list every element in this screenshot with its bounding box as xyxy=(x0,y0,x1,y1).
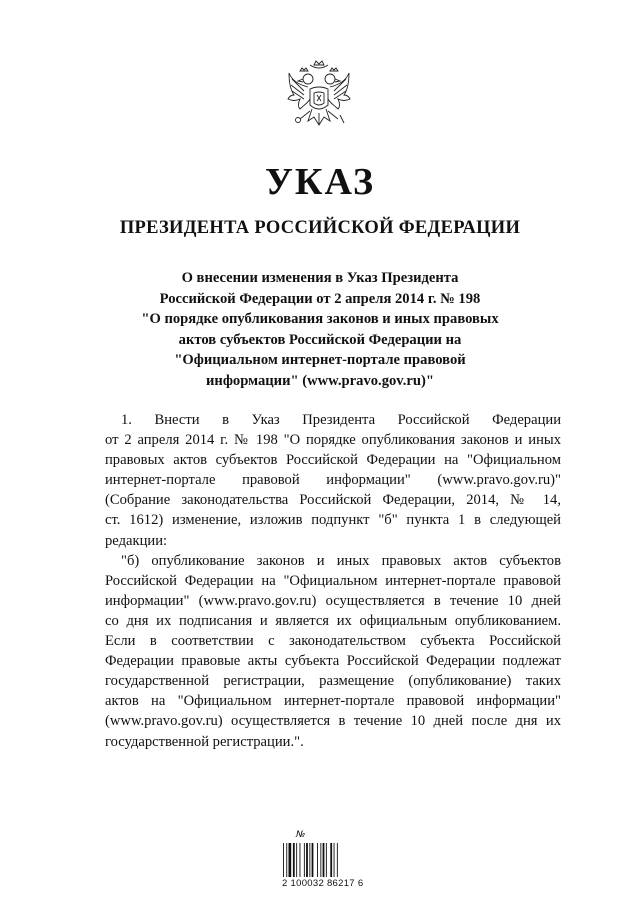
barcode-bar xyxy=(326,843,327,877)
barcode-bar xyxy=(330,843,332,877)
coat-of-arms-icon xyxy=(286,59,352,139)
heading-line: "О порядке опубликования законов и иных правовых xyxy=(141,311,499,327)
body-line: государственной регистрации, размещение (опубликование) таких xyxy=(105,673,561,690)
barcode-stamp xyxy=(282,830,362,892)
body-line: правовых актов субъектов Российской Федерации на "Официальном xyxy=(105,452,561,469)
body-line: 1. Внести в Указ Президента Российской Федерации xyxy=(121,412,561,428)
barcode-bar xyxy=(289,843,292,877)
barcode-bar xyxy=(300,843,301,877)
document-title: УКАЗ xyxy=(265,161,375,203)
barcode-bar xyxy=(306,843,308,877)
body-line: редакции: xyxy=(105,532,168,549)
body-line: актов на "Официальном интернет-портале правовой информации" xyxy=(105,693,561,710)
decree-body xyxy=(105,410,561,752)
barcode-bar xyxy=(296,843,297,877)
heading-line: Российской Федерации от 2 апреля 2014 г. № 198 xyxy=(159,290,481,307)
body-line: ст. 1612) изменение, изложив подпункт "б" пункта 1 в следующей xyxy=(105,512,561,529)
body-line: "б) опубликование законов и иных правовых актов субъектов xyxy=(121,552,561,569)
heading-line: О внесении изменения в Указ Президента xyxy=(181,270,459,286)
barcode-bar xyxy=(286,843,287,877)
stamp-mark: № xyxy=(296,830,306,840)
barcode-bar xyxy=(317,843,318,877)
body-line: интернет-портале правовой информации" (www.pravo.gov.ru)" xyxy=(105,472,561,489)
heading-line: актов субъектов Российской Федерации на xyxy=(178,331,462,348)
barcode-bar xyxy=(323,843,325,877)
barcode-bar xyxy=(320,843,321,877)
heading-line: "Официальном интернет-портале правовой xyxy=(174,352,466,368)
body-line: со дня их подписания и является их официальным опубликованием. xyxy=(105,612,561,629)
barcode-bar xyxy=(337,843,338,877)
barcode-number: 2 100032 86217 6 xyxy=(282,878,364,889)
body-line: Если в соответствии с законодательством субъекта Российской xyxy=(105,633,561,650)
barcode-bar xyxy=(283,843,284,877)
body-line: (www.pravo.gov.ru) осуществляется в течение 10 дней после дня их xyxy=(105,713,561,730)
barcode-icon xyxy=(282,843,362,877)
barcode-bar xyxy=(312,843,314,877)
body-line: Российской Федерации на "Официальном интернет-портале правовой xyxy=(105,572,561,589)
body-line: информации" (www.pravo.gov.ru) осуществляется в течение 10 дней xyxy=(105,592,561,609)
body-line: Федерации правовые акты субъекта Российской Федерации подлежат xyxy=(105,653,561,670)
body-line: (Собрание законодательства Российской Федерации, 2014, № 14, xyxy=(105,492,561,509)
decree-heading xyxy=(90,268,550,391)
barcode-bar xyxy=(293,843,295,877)
barcode-bar xyxy=(334,843,335,877)
body-line: государственной регистрации.". xyxy=(105,733,304,750)
heading-line: информации" (www.pravo.gov.ru)" xyxy=(206,372,434,389)
body-line: от 2 апреля 2014 г. № 198 "О порядке опубликования законов и иных xyxy=(105,432,561,449)
barcode-bar xyxy=(309,843,310,877)
barcode-bar xyxy=(304,843,305,877)
document-subtitle: ПРЕЗИДЕНТА РОССИЙСКОЙ ФЕДЕРАЦИИ xyxy=(119,218,521,238)
